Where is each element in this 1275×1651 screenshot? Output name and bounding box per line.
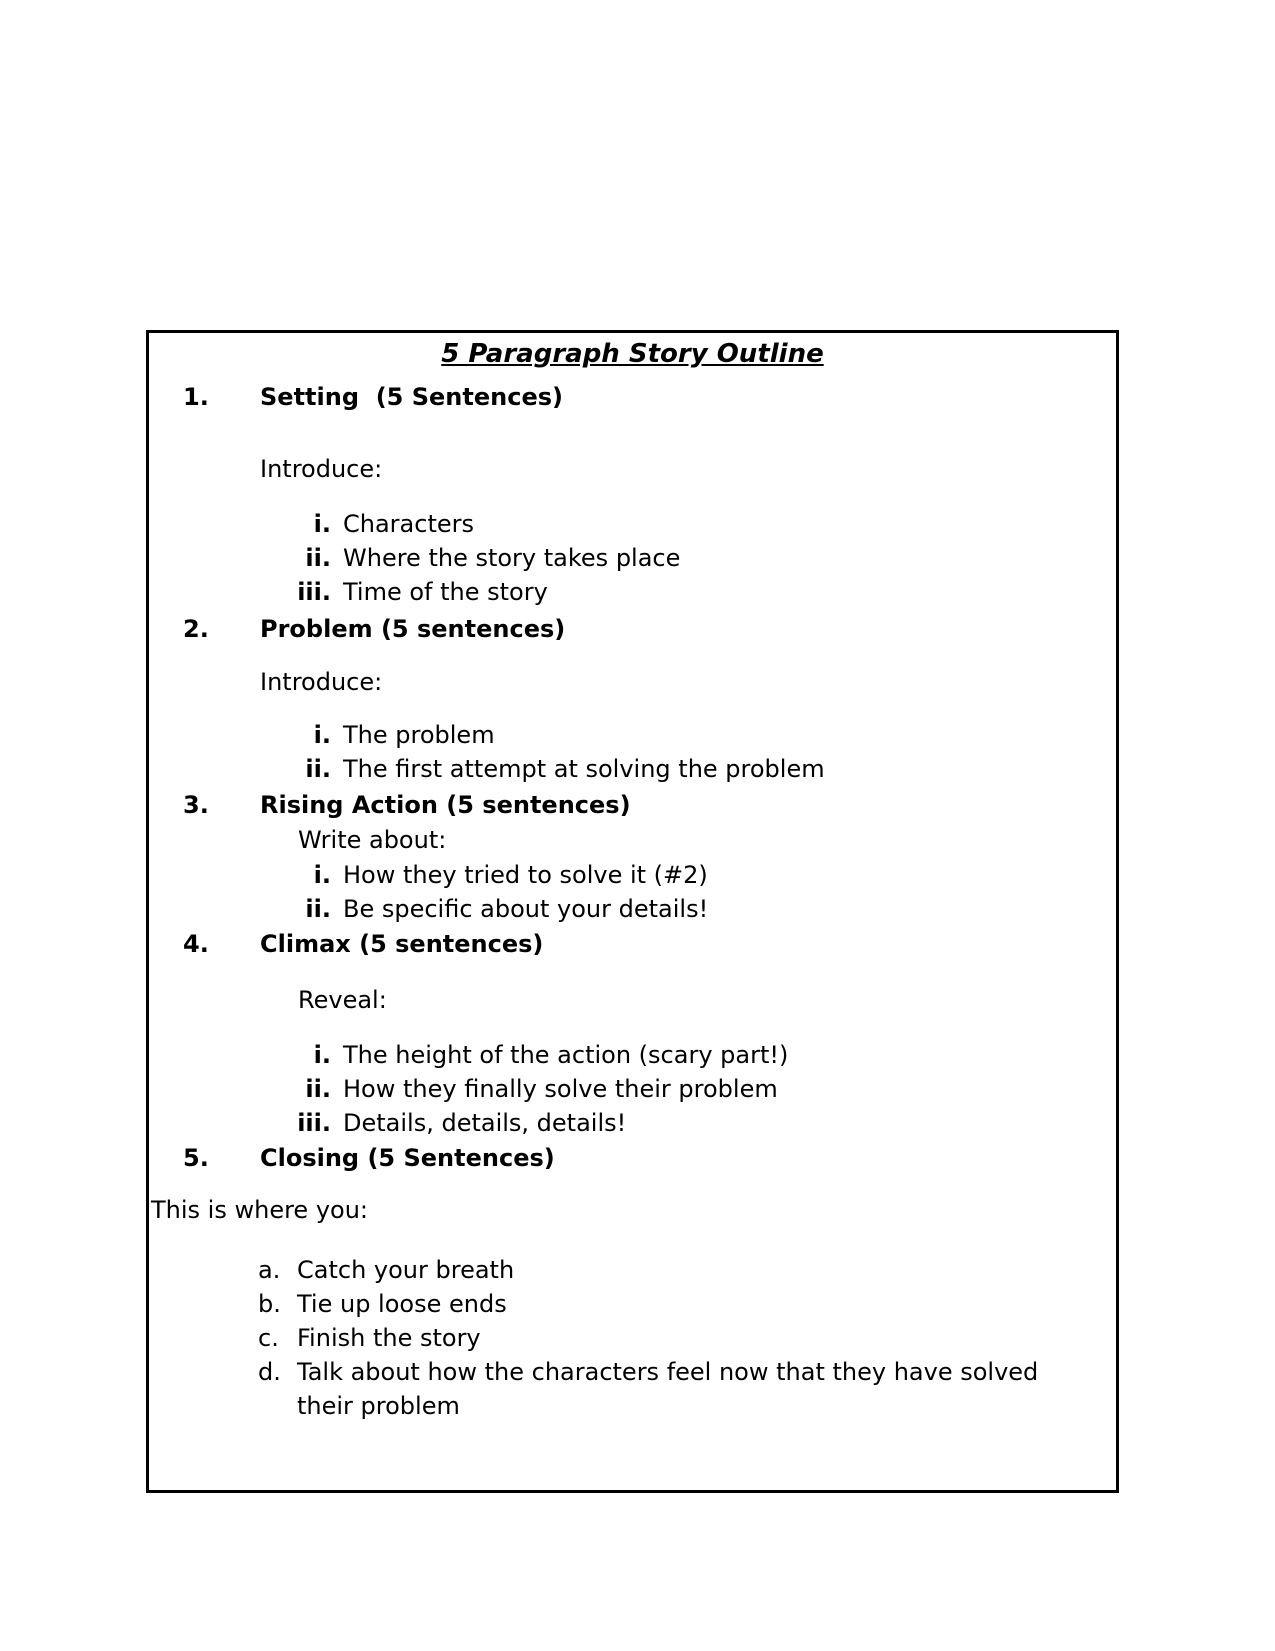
item-text: Talk about how the characters feel now that they have solved their problem	[297, 1358, 1039, 1420]
section-number: 5.	[183, 1144, 209, 1172]
section-heading: Setting (5 Sentences)	[260, 383, 563, 411]
section-3-items	[149, 858, 1116, 926]
outline-item	[149, 1106, 1116, 1140]
item-marker: iii.	[297, 578, 331, 606]
section-3-lead: Write about:	[298, 826, 447, 854]
item-marker: c.	[258, 1324, 279, 1352]
outline-item	[149, 752, 1116, 786]
outline-item	[149, 1287, 1116, 1321]
section-4-items	[149, 1038, 1116, 1140]
item-marker: a.	[258, 1256, 281, 1284]
item-text: Be specific about your details!	[343, 895, 709, 923]
item-text: Details, details, details!	[343, 1109, 627, 1137]
section-1-lead: Introduce:	[260, 455, 383, 483]
outline-item	[149, 858, 1116, 892]
outline-item	[149, 575, 1116, 609]
section-heading: Problem (5 sentences)	[260, 615, 566, 643]
item-text: Where the story takes place	[343, 544, 681, 572]
item-text: The height of the action (scary part!)	[343, 1041, 789, 1069]
outline-item	[149, 541, 1116, 575]
outline-item	[149, 1321, 1116, 1355]
section-number: 3.	[183, 791, 209, 819]
closing-note: This is where you:	[151, 1196, 368, 1224]
outline-item	[149, 1038, 1116, 1072]
item-text: Tie up loose ends	[297, 1290, 507, 1318]
outline-item	[149, 1072, 1116, 1106]
item-marker: ii.	[305, 1075, 331, 1103]
section-5-heading-row	[149, 1141, 1116, 1175]
item-marker: d.	[258, 1358, 281, 1386]
section-2-heading-row	[149, 612, 1116, 646]
outline-item	[149, 718, 1116, 752]
item-marker: i.	[313, 861, 331, 889]
item-text: The problem	[343, 721, 495, 749]
item-text: Time of the story	[343, 578, 548, 606]
section-heading: Climax (5 sentences)	[260, 930, 544, 958]
outline-item	[149, 1355, 1116, 1423]
outline-item	[149, 1253, 1116, 1287]
item-marker: ii.	[305, 755, 331, 783]
section-5-items	[149, 1253, 1116, 1423]
item-marker: i.	[313, 510, 331, 538]
outline-item	[149, 892, 1116, 926]
item-marker: ii.	[305, 895, 331, 923]
item-marker: i.	[313, 721, 331, 749]
section-1-heading-row	[149, 380, 1116, 414]
section-number: 1.	[183, 383, 209, 411]
item-text: How they finally solve their problem	[343, 1075, 778, 1103]
item-text: How they tried to solve it (#2)	[343, 861, 708, 889]
section-number: 2.	[183, 615, 209, 643]
item-marker: b.	[258, 1290, 281, 1318]
item-text: Characters	[343, 510, 474, 538]
item-text: Catch your breath	[297, 1256, 515, 1284]
document-title: 5 Paragraph Story Outline	[441, 339, 824, 369]
section-number: 4.	[183, 930, 209, 958]
section-1-items	[149, 507, 1116, 609]
item-text: Finish the story	[297, 1324, 481, 1352]
section-heading: Closing (5 Sentences)	[260, 1144, 555, 1172]
outline-item	[149, 507, 1116, 541]
section-4-lead: Reveal:	[298, 986, 387, 1014]
section-heading: Rising Action (5 sentences)	[260, 791, 631, 819]
section-2-items	[149, 718, 1116, 786]
section-4-heading-row	[149, 927, 1116, 961]
item-marker: iii.	[297, 1109, 331, 1137]
story-outline-box	[146, 330, 1119, 1493]
section-2-lead: Introduce:	[260, 668, 383, 696]
item-marker: i.	[313, 1041, 331, 1069]
section-3-heading-row	[149, 788, 1116, 822]
item-text: The first attempt at solving the problem	[343, 755, 825, 783]
item-marker: ii.	[305, 544, 331, 572]
